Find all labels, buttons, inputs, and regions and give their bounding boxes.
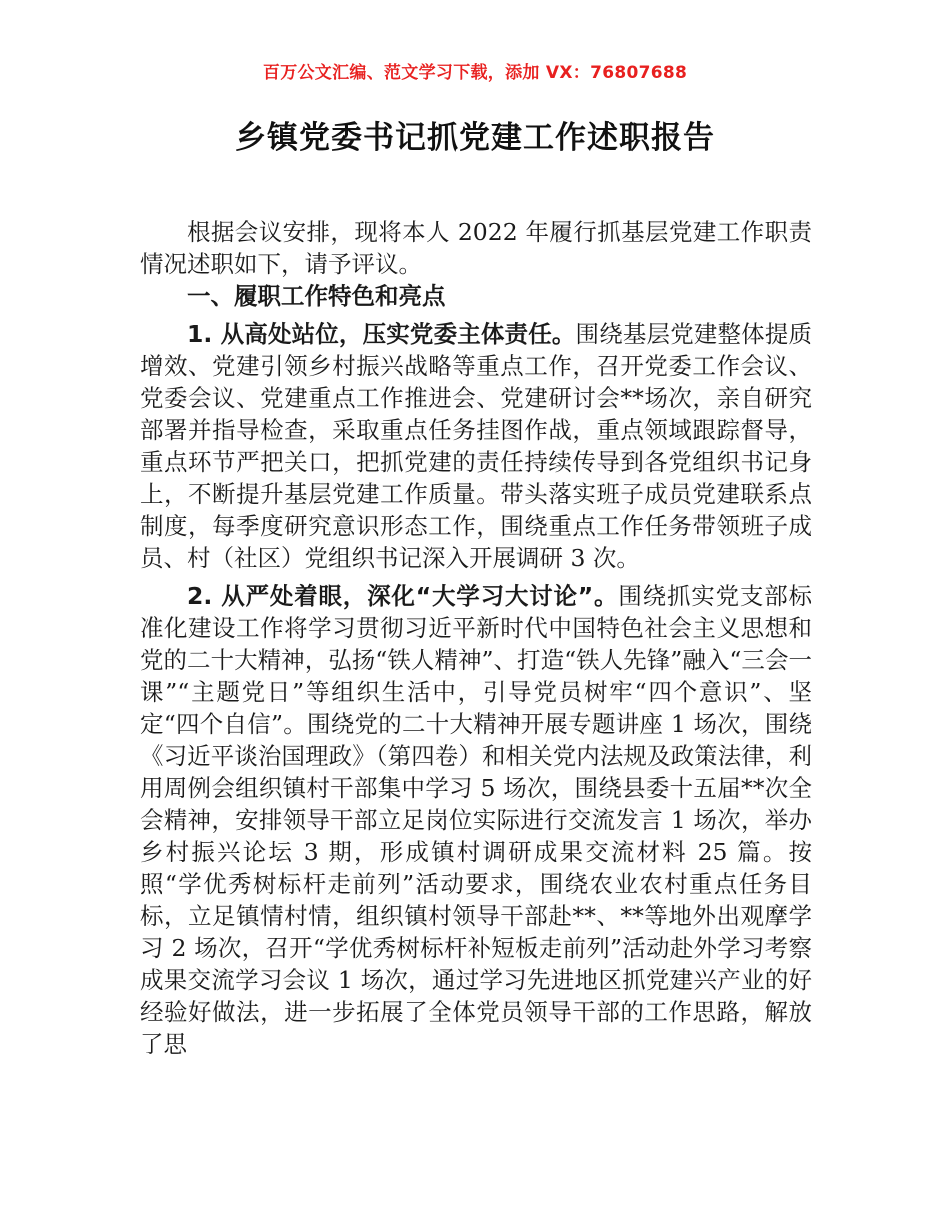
item-paragraph-2 bbox=[140, 580, 812, 1060]
document-title: 乡镇党委书记抓党建工作述职报告 bbox=[235, 120, 715, 156]
item-lead-2: 2. 从严处着眼，深化“大学习大讨论”。 bbox=[187, 582, 619, 610]
ad-banner: 百万公文汇编、范文学习下载，添加 VX：76807688 bbox=[262, 63, 688, 83]
item-lead-1: 1. 从高处站位，压实党委主体责任。 bbox=[187, 320, 576, 348]
section-heading: 一、履职工作特色和亮点 bbox=[187, 282, 446, 310]
document-body bbox=[140, 216, 812, 1060]
intro-paragraph: 根据会议安排，现将本人 2022 年履行抓基层党建工作职责情况述职如下，请予评议。 bbox=[140, 218, 812, 278]
item-body-1: 围绕基层党建整体提质增效、党建引领乡村振兴战略等重点工作，召开党委工作会议、党委会议、党建重点工作推进会、党建研讨会**场次，亲自研究部署并指导检查，采取重点任务挂图作战，重点领域跟踪督导，重点环节严把关口，把抓党建的责任持续传导到各党组织书记身上，不断提升基层党建工作质量。带头落实班子成员党建联系点制度，每季度研究意识形态工作，围绕重点工作任务带领班子成员、村（社区）党组织书记深入开展调研 3 次。 bbox=[140, 320, 812, 572]
item-body-2: 围绕抓实党支部标准化建设工作将学习贯彻习近平新时代中国特色社会主义思想和党的二十大精神，弘扬“铁人精神”、打造“铁人先锋”融入“三会一课”“主题党日”等组织生活中，引导党员树牢“四个意识”、坚定“四个自信”。围绕党的二十大精神开展专题讲座 1 场次，围绕《习近平谈治国理政》（第四卷）和相关党内法规及政策法律，利用周例会组织镇村干部集中学习 5 场次，围绕县委十五届**次全会精神，安排领导干部立足岗位实际进行交流发言 1 场次，举办乡村振兴论坛 3 期，形成镇村调研成果交流材料 25 篇。按照“学优秀树标杆走前列”活动要求，围绕农业农村重点任务目标，立足镇情村情，组织镇村领导干部赴**、**等地外出观摩学习 2 场次，召开“学优秀树标杆补短板走前列”活动赴外学习考察成果交流学习会议 1 场次，通过学习先进地区抓党建兴产业的好经验好做法，进一步拓展了全体党员领导干部的工作思路，解放了思 bbox=[140, 582, 812, 1058]
item-paragraph-1 bbox=[140, 318, 812, 574]
